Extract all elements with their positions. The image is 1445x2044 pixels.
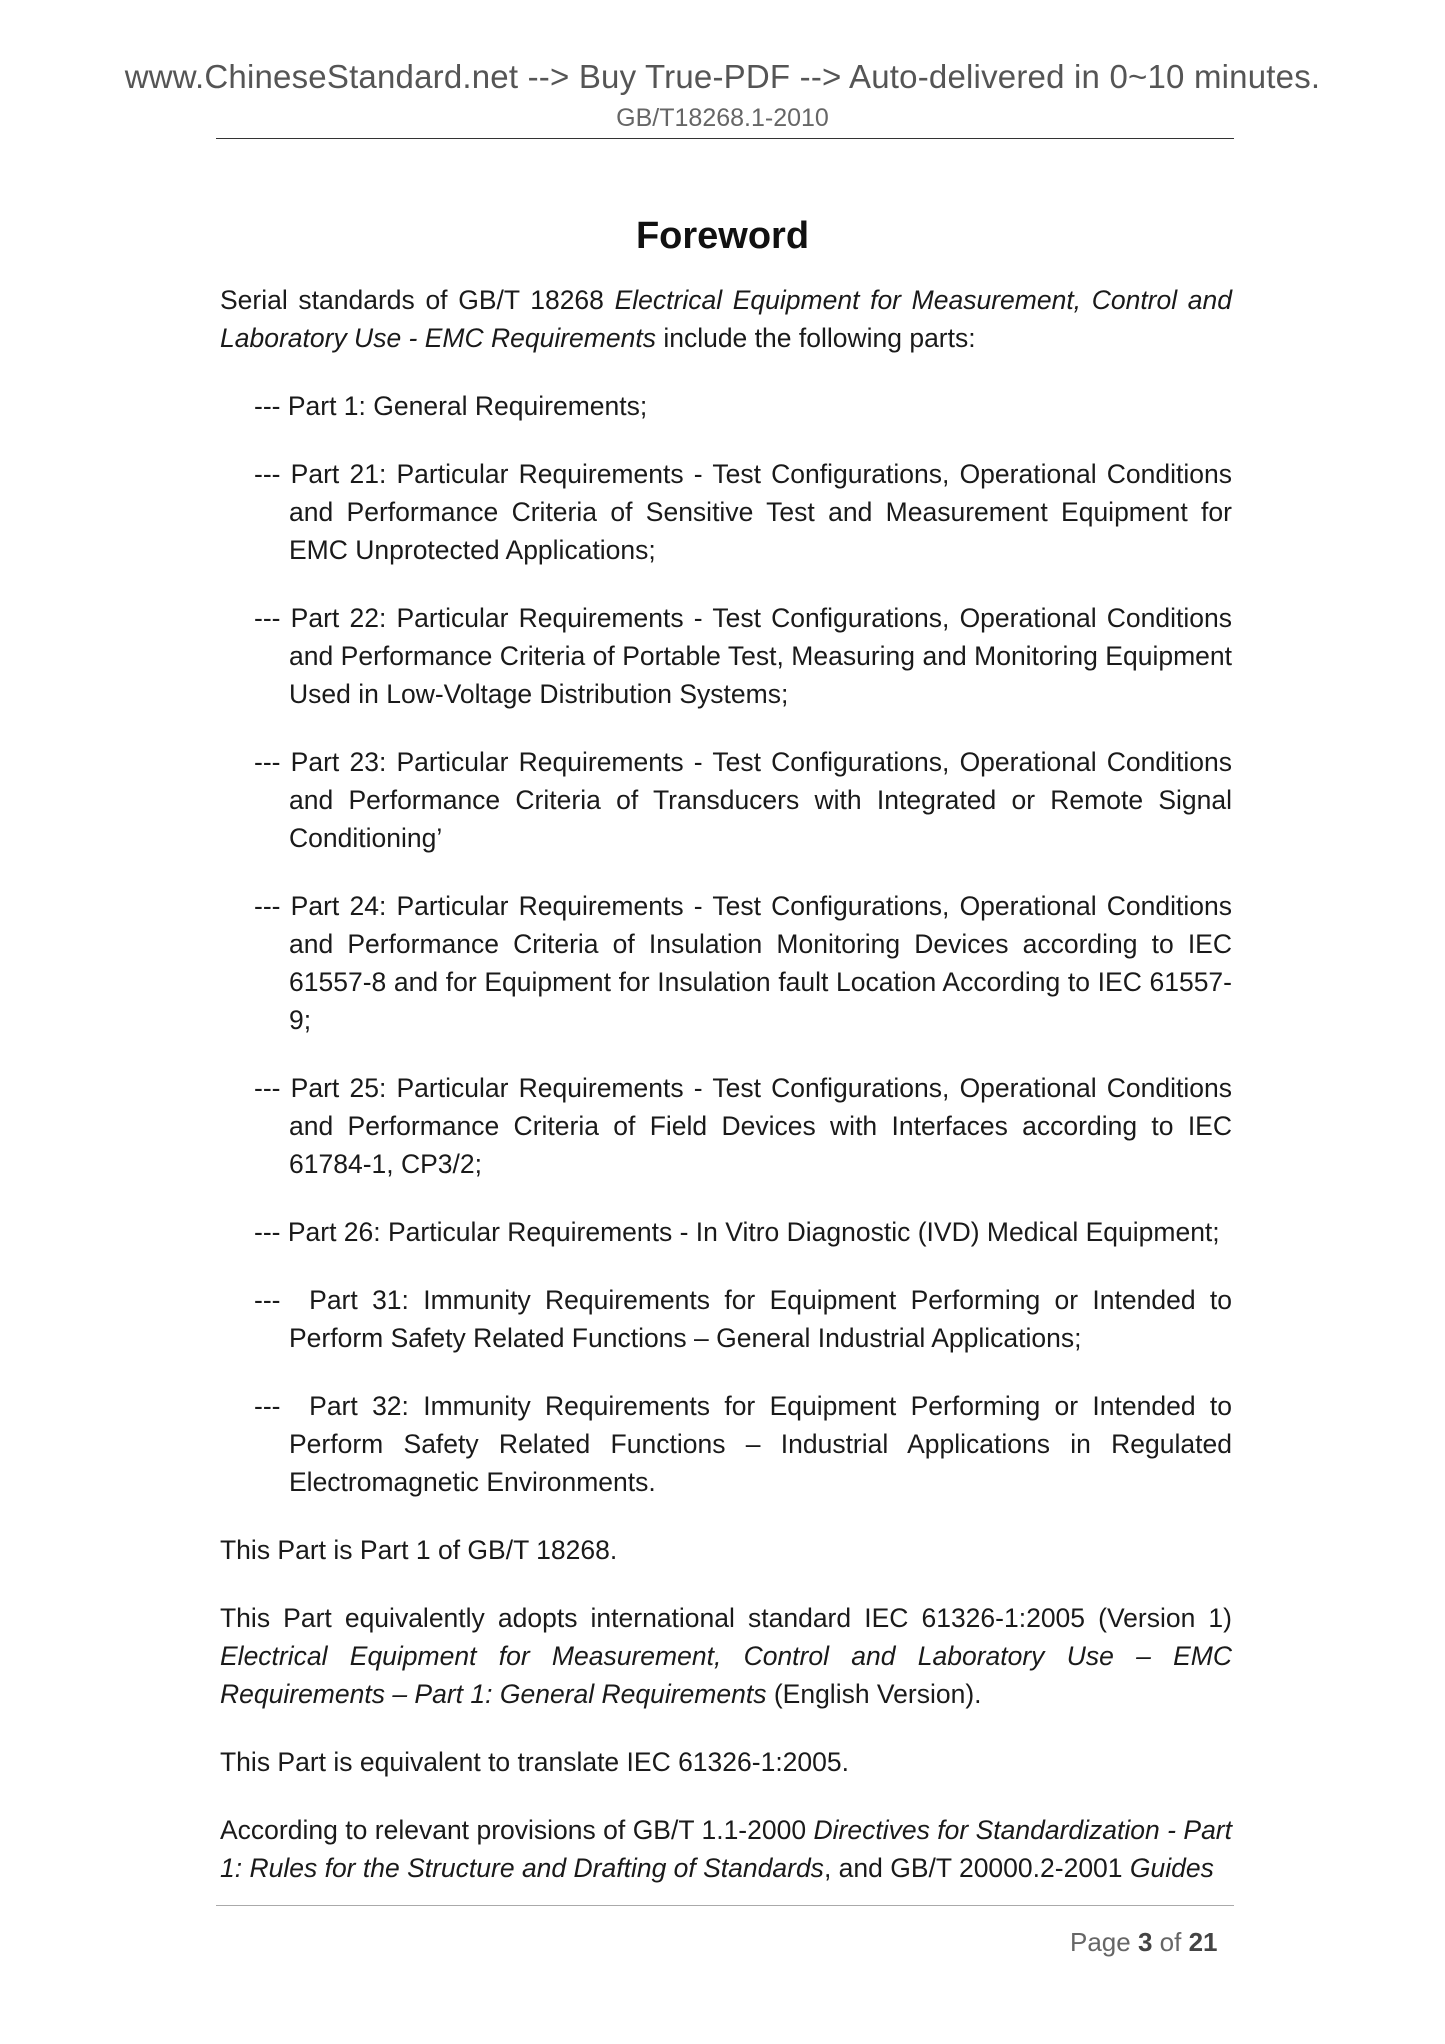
page-title: Foreword [635,215,810,258]
list-item [220,743,1232,857]
list-item [220,1387,1232,1501]
list-dash: --- [254,1073,291,1103]
list-item-text: Part 24: Particular Requirements - Test Configurations, Operational Conditions and Performance Criteria of Insulation Monitoring Devices according to IEC 61557-8 and for Equipment for Insulation fault Location According to IEC 61557-9; [289,891,1232,1035]
list-item-text: Part 23: Particular Requirements - Test Configurations, Operational Conditions and Performance Criteria of Transducers with Integrated or Remote Signal Conditioning’ [289,747,1232,853]
intro-paragraph [220,281,1232,357]
adoption-paragraph [220,1599,1232,1713]
parts-list [220,387,1232,1501]
list-item [220,1213,1232,1251]
list-dash: --- [254,391,288,421]
header-divider [216,138,1234,139]
header-banner[interactable]: www.ChineseStandard.net --> Buy True-PDF --> Auto-delivered in 0~10 minutes. [124,58,1321,95]
list-dash: --- [254,603,291,633]
page-total: 21 [1188,1927,1218,1957]
page-label: Page [1070,1927,1138,1957]
list-dash: --- [254,459,291,489]
adoption-suffix: (English Version). [766,1679,982,1709]
header-doc-id: GB/T18268.1-2010 [616,104,829,132]
list-item-text: Part 32: Immunity Requirements for Equipment Performing or Intended to Perform Safety Related Functions – Industrial Applications in Regulated Electromagnetic Environments. [289,1391,1232,1497]
provisions-guides-title: Guides [1129,1853,1214,1883]
provisions-prefix: According to relevant provisions of GB/T 1.1-2000 [220,1815,814,1845]
page-number [1070,1927,1217,1958]
page-current: 3 [1137,1927,1153,1957]
document-body [220,281,1232,1917]
page-of-label: of [1152,1927,1189,1957]
part-one-paragraph: This Part is Part 1 of GB/T 18268. [220,1535,618,1565]
list-dash: --- [254,1285,310,1315]
intro-prefix: Serial standards of GB/T 18268 [220,285,615,315]
adoption-standard-title: Electrical Equipment for Measurement, Control and Laboratory Use – EMC Requirements – Part 1: General Requirements [220,1641,1232,1709]
provisions-paragraph [220,1811,1232,1887]
list-item-text: Part 22: Particular Requirements - Test Configurations, Operational Conditions and Performance Criteria of Portable Test, Measuring and Monitoring Equipment Used in Low-Voltage Distribution Systems; [289,603,1232,709]
list-dash: --- [254,1217,288,1247]
list-dash: --- [254,747,291,777]
list-item-text: Part 21: Particular Requirements - Test Configurations, Operational Conditions and Performance Criteria of Sensitive Test and Measurement Equipment for EMC Unprotected Applications; [289,459,1232,565]
list-dash: --- [254,1391,310,1421]
list-item [220,387,1232,425]
adoption-prefix: This Part equivalently adopts international standard IEC 61326-1:2005 (Version 1) [220,1603,1232,1633]
list-item [220,887,1232,1039]
list-item [220,455,1232,569]
list-item-text: Part 1: General Requirements; [287,391,648,421]
list-item [220,1281,1232,1357]
list-item-text: Part 31: Immunity Requirements for Equipment Performing or Intended to Perform Safety Related Functions – General Industrial Applications; [289,1285,1232,1353]
list-item-text: Part 25: Particular Requirements - Test Configurations, Operational Conditions and Performance Criteria of Field Devices with Interfaces according to IEC 61784-1, CP3/2; [289,1073,1232,1179]
translation-paragraph: This Part is equivalent to translate IEC 61326-1:2005. [220,1747,849,1777]
list-item [220,599,1232,713]
provisions-middle: , and GB/T 20000.2-2001 [823,1853,1130,1883]
provisions-directive-title: Directives for Standardization - Part 1: Rules for the Structure and Drafting of Standards [220,1815,1232,1883]
list-item-text: Part 26: Particular Requirements - In Vitro Diagnostic (IVD) Medical Equipment; [287,1217,1220,1247]
intro-standard-title: Electrical Equipment for Measurement, Control and Laboratory Use - EMC Requirements [220,285,1233,353]
footer-divider [216,1905,1234,1906]
list-item [220,1069,1232,1183]
intro-suffix: include the following parts: [655,323,976,353]
list-dash: --- [254,891,291,921]
